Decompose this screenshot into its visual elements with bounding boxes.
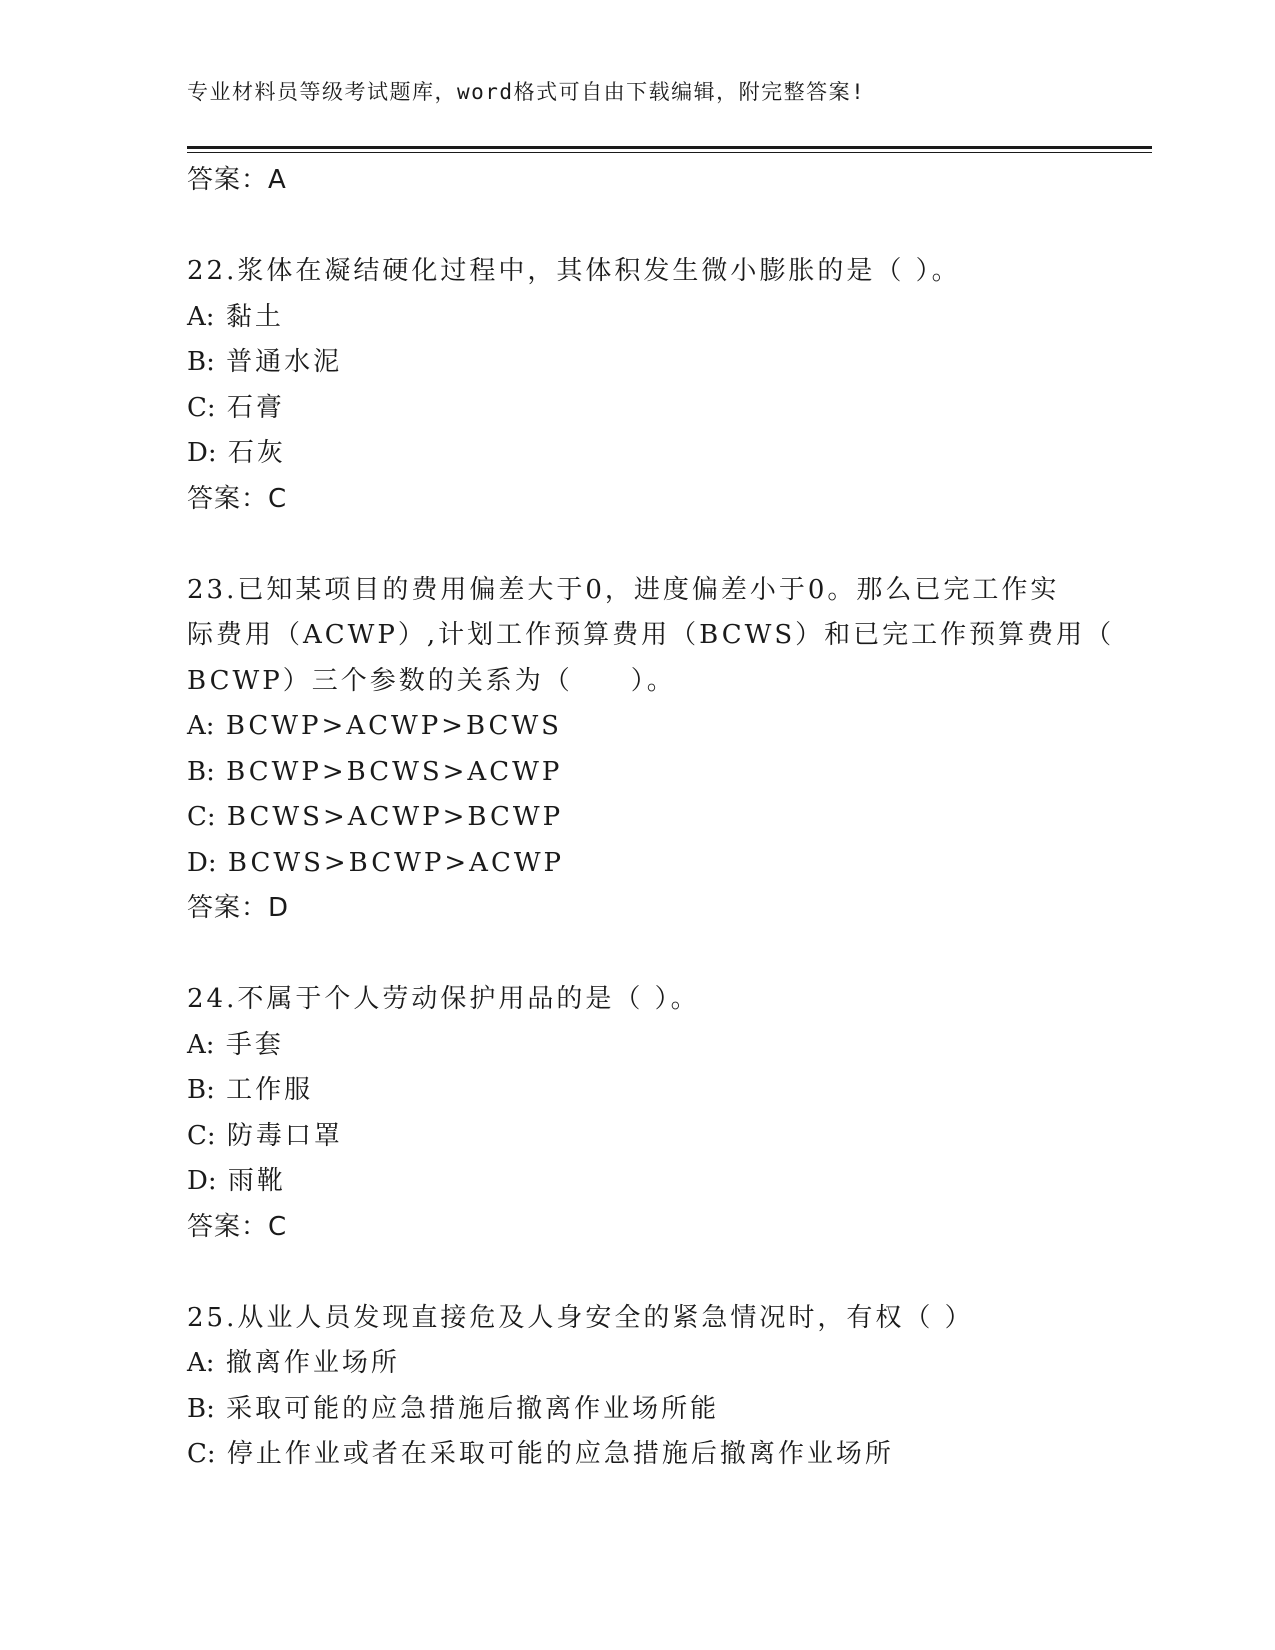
option-b: B: 采取可能的应急措施后撤离作业场所能: [187, 1393, 720, 1424]
question-stem: BCWP）三个参数的关系为（ ）。: [187, 665, 676, 696]
question-stem: 23.已知某项目的费用偏差大于0，进度偏差小于0。那么已完工作实: [187, 574, 1060, 605]
answer-line: 答案：C: [187, 483, 288, 514]
spacer: [187, 522, 1087, 568]
question-stem: 24.不属于个人劳动保护用品的是（ ）。: [187, 984, 700, 1014]
answer-line: 答案：C: [187, 1211, 288, 1242]
option-b: B: 普通水泥: [187, 347, 343, 377]
spacer: [187, 1250, 1087, 1296]
question-stem: 22.浆体在凝结硬化过程中，其体积发生微小膨胀的是（ ）。: [187, 256, 961, 286]
question-23: [187, 568, 1115, 932]
option-c: C: 石膏: [187, 392, 285, 423]
spacer: [187, 932, 1087, 978]
option-a: A: BCWP>ACWP>BCWS: [187, 711, 562, 741]
option-b: B: 工作服: [187, 1075, 314, 1105]
option-b: B: BCWP>BCWS>ACWP: [187, 756, 563, 787]
option-c: C: 防毒口罩: [187, 1120, 343, 1151]
option-a: A: 撤离作业场所: [187, 1348, 400, 1378]
answer-line: 答案：D: [187, 893, 290, 923]
answer-line: 答案：A: [187, 165, 287, 195]
question-list: [187, 158, 1115, 1478]
option-c: C: BCWS>ACWP>BCWP: [187, 802, 564, 832]
question-stem: 际费用（ACWP）,计划工作预算费用（BCWS）和已完工作预算费用（: [187, 620, 1115, 650]
option-d: D: 雨靴: [187, 1166, 286, 1196]
header-rule-thin: [187, 152, 1152, 153]
question-25: [187, 1296, 1087, 1478]
option-a: A: 黏土: [187, 301, 284, 332]
question-24: [187, 977, 1087, 1250]
option-c: C: 停止作业或者在采取可能的应急措施后撤离作业场所: [187, 1439, 894, 1469]
header-rule-thick: [187, 146, 1152, 149]
spacer: [187, 204, 1087, 250]
page-header: 专业材料员等级考试题库，word格式可自由下载编辑，附完整答案!: [187, 80, 866, 104]
question-stem: 25.从业人员发现直接危及人身安全的紧急情况时，有权（ ）: [187, 1302, 974, 1333]
option-a: A: 手套: [187, 1029, 284, 1060]
option-d: D: 石灰: [187, 438, 286, 468]
option-d: D: BCWS>BCWP>ACWP: [187, 847, 565, 878]
question-22: [187, 249, 1087, 522]
